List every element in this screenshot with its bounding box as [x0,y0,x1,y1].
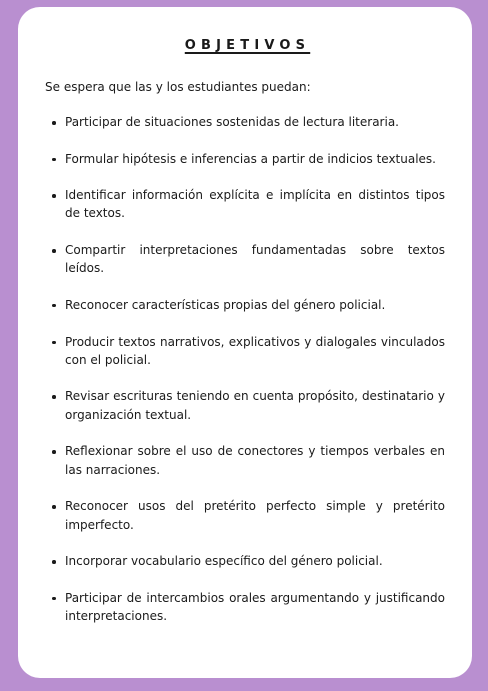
list-item [45,186,445,223]
bullet-icon [52,341,56,345]
objective-text: Incorporar vocabulario específico del género policial. [65,554,383,569]
list-item [45,552,445,570]
list-item [45,442,445,479]
bullet-icon [52,505,56,509]
objective-text: Participar de situaciones sostenidas de lectura literaria. [65,115,399,129]
objectives-list [45,113,445,644]
bullet-icon [52,597,56,601]
bullet-icon [52,450,56,454]
bullet-icon [52,194,56,198]
bullet-icon [52,560,56,564]
objective-text: Formular hipótesis e inferencias a partir de indicios textuales. [65,151,436,166]
objective-text: Identificar información explícita e implícita en distintos tipos de textos. [65,188,445,221]
objective-text: Reconocer características propias del género policial. [65,297,386,312]
objective-text: Revisar escrituras teniendo en cuenta propósito, destinatario y organización textual. [65,389,445,422]
objective-text: Reconocer usos del pretérito perfecto simple y pretérito imperfecto. [65,499,445,532]
objective-text: Compartir interpretaciones fundamentadas sobre textos leídos. [65,243,445,276]
bullet-icon [52,249,56,253]
intro-text: Se espera que las y los estudiantes puedan: [45,80,311,94]
objective-text: Reflexionar sobre el uso de conectores y tiempos verbales en las narraciones. [65,444,445,477]
list-item [45,333,445,370]
objective-text: Producir textos narrativos, explicativos y dialogales vinculados con el policial. [65,334,445,367]
list-item [45,150,445,168]
list-item [45,497,445,534]
bullet-icon [52,158,56,162]
bullet-icon [52,121,56,125]
objectives-card [18,7,472,678]
objective-text: Participar de intercambios orales argumentando y justificando interpretaciones. [65,590,445,624]
list-item [45,113,445,131]
list-item [45,296,445,314]
list-item [45,387,445,424]
list-item [45,589,445,626]
page-title: OBJETIVOS [184,38,311,53]
list-item [45,241,445,278]
bullet-icon [52,304,56,308]
bullet-icon [52,395,56,399]
